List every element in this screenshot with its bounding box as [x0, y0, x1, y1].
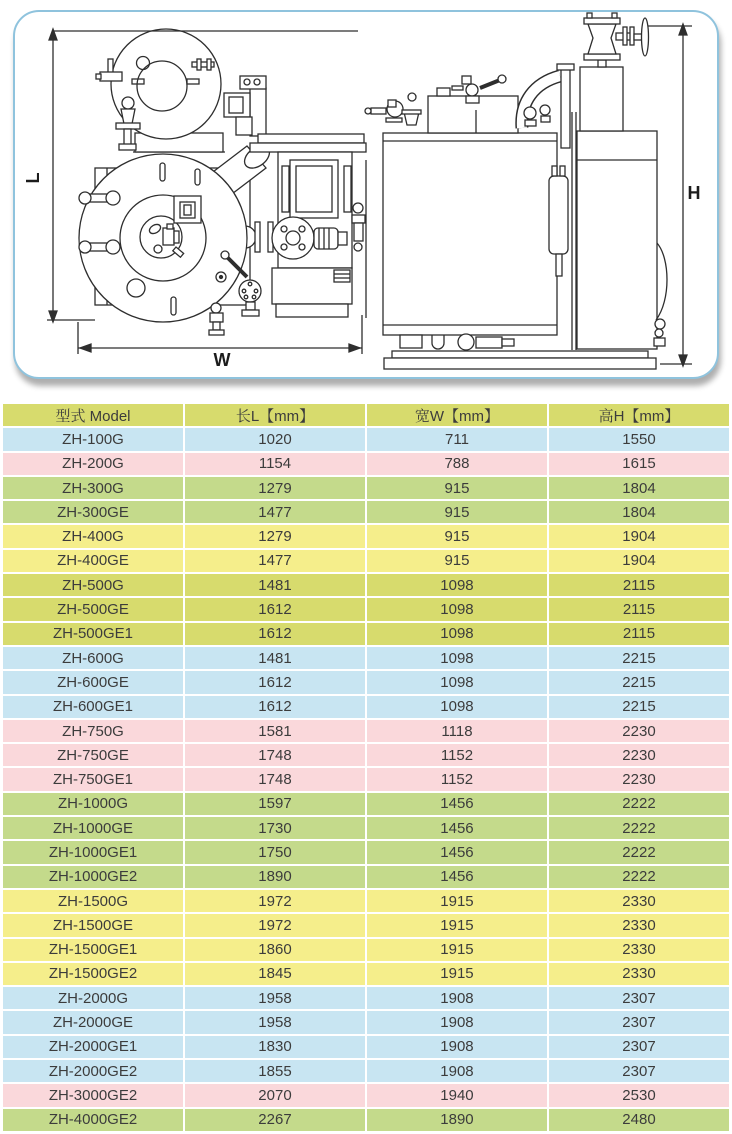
boiler-side-view-drawing	[365, 13, 667, 369]
model-cell: ZH-4000GE2	[3, 1108, 184, 1132]
width-cell: 1098	[366, 646, 548, 670]
spec-table	[3, 404, 729, 1133]
length-cell: 1597	[184, 792, 366, 816]
spec-row-zh-600g	[3, 646, 729, 670]
width-cell: 915	[366, 549, 548, 573]
length-cell: 1972	[184, 913, 366, 937]
model-cell: ZH-2000GE2	[3, 1059, 184, 1083]
model-cell: ZH-1000GE2	[3, 865, 184, 889]
height-cell: 2115	[548, 597, 729, 621]
model-cell: ZH-300GE	[3, 500, 184, 524]
dim-label-length: L	[23, 172, 43, 184]
model-cell: ZH-2000GE	[3, 1010, 184, 1034]
model-cell: ZH-1500GE1	[3, 938, 184, 962]
length-cell: 2267	[184, 1108, 366, 1132]
height-cell: 1904	[548, 524, 729, 548]
spec-row-zh-1500ge2	[3, 962, 729, 986]
width-cell: 1098	[366, 597, 548, 621]
height-cell: 2330	[548, 938, 729, 962]
length-cell: 1481	[184, 573, 366, 597]
column-header-height: 高H【mm】	[548, 404, 729, 427]
width-cell: 788	[366, 452, 548, 476]
model-cell: ZH-1500G	[3, 889, 184, 913]
length-cell: 1154	[184, 452, 366, 476]
width-cell: 1915	[366, 889, 548, 913]
height-cell: 2307	[548, 1035, 729, 1059]
spec-row-zh-2000ge	[3, 1010, 729, 1034]
length-cell: 1481	[184, 646, 366, 670]
dim-label-height: H	[687, 183, 701, 203]
spec-row-zh-3000ge2	[3, 1083, 729, 1107]
height-cell: 2307	[548, 1010, 729, 1034]
width-cell: 1940	[366, 1083, 548, 1107]
height-cell: 2115	[548, 573, 729, 597]
width-cell: 1456	[366, 816, 548, 840]
spec-row-zh-750g	[3, 719, 729, 743]
length-cell: 1830	[184, 1035, 366, 1059]
spec-row-zh-600ge	[3, 670, 729, 694]
model-cell: ZH-500GE1	[3, 622, 184, 646]
width-cell: 1915	[366, 962, 548, 986]
spec-row-zh-750ge	[3, 743, 729, 767]
width-cell: 915	[366, 476, 548, 500]
model-cell: ZH-600GE	[3, 670, 184, 694]
spec-row-zh-500ge1	[3, 622, 729, 646]
length-cell: 1972	[184, 889, 366, 913]
length-cell: 1855	[184, 1059, 366, 1083]
spec-table-header-row	[3, 404, 729, 427]
model-cell: ZH-1000GE1	[3, 840, 184, 864]
model-cell: ZH-750G	[3, 719, 184, 743]
length-cell: 1845	[184, 962, 366, 986]
spec-row-zh-500g	[3, 573, 729, 597]
height-cell: 2330	[548, 913, 729, 937]
length-cell: 1612	[184, 622, 366, 646]
height-cell: 2230	[548, 767, 729, 791]
spec-row-zh-1500g	[3, 889, 729, 913]
spec-row-zh-300ge	[3, 500, 729, 524]
length-cell: 1477	[184, 549, 366, 573]
spec-row-zh-400ge	[3, 549, 729, 573]
model-cell: ZH-500GE	[3, 597, 184, 621]
length-cell: 2070	[184, 1083, 366, 1107]
width-cell: 1098	[366, 670, 548, 694]
spec-row-zh-200g	[3, 452, 729, 476]
height-cell: 1550	[548, 427, 729, 451]
height-cell: 2307	[548, 986, 729, 1010]
model-cell: ZH-750GE	[3, 743, 184, 767]
dim-label-width: W	[213, 350, 231, 370]
model-cell: ZH-500G	[3, 573, 184, 597]
height-cell: 1804	[548, 476, 729, 500]
length-cell: 1612	[184, 695, 366, 719]
width-cell: 1152	[366, 743, 548, 767]
width-cell: 1098	[366, 573, 548, 597]
height-cell: 2222	[548, 840, 729, 864]
spec-row-zh-1000g	[3, 792, 729, 816]
model-cell: ZH-3000GE2	[3, 1083, 184, 1107]
length-cell: 1581	[184, 719, 366, 743]
length-cell: 1860	[184, 938, 366, 962]
height-cell: 2307	[548, 1059, 729, 1083]
model-cell: ZH-2000G	[3, 986, 184, 1010]
height-cell: 2215	[548, 695, 729, 719]
height-cell: 2330	[548, 889, 729, 913]
height-cell: 2230	[548, 719, 729, 743]
width-cell: 1908	[366, 986, 548, 1010]
width-cell: 1152	[366, 767, 548, 791]
model-cell: ZH-1000G	[3, 792, 184, 816]
spec-row-zh-300g	[3, 476, 729, 500]
height-cell: 2215	[548, 670, 729, 694]
length-cell: 1279	[184, 524, 366, 548]
length-cell: 1958	[184, 986, 366, 1010]
width-cell: 711	[366, 427, 548, 451]
height-cell: 2222	[548, 816, 729, 840]
width-cell: 915	[366, 500, 548, 524]
length-cell: 1890	[184, 865, 366, 889]
spec-row-zh-750ge1	[3, 767, 729, 791]
length-cell: 1750	[184, 840, 366, 864]
height-cell: 2222	[548, 792, 729, 816]
height-cell: 2215	[548, 646, 729, 670]
height-cell: 2480	[548, 1108, 729, 1132]
height-cell: 1615	[548, 452, 729, 476]
length-cell: 1020	[184, 427, 366, 451]
spec-row-zh-500ge	[3, 597, 729, 621]
length-cell: 1612	[184, 670, 366, 694]
width-cell: 1456	[366, 792, 548, 816]
width-cell: 1908	[366, 1059, 548, 1083]
model-cell: ZH-400GE	[3, 549, 184, 573]
height-cell: 2115	[548, 622, 729, 646]
column-header-length: 长L【mm】	[184, 404, 366, 427]
width-cell: 1908	[366, 1010, 548, 1034]
model-cell: ZH-1000GE	[3, 816, 184, 840]
model-cell: ZH-600G	[3, 646, 184, 670]
column-header-width: 宽W【mm】	[366, 404, 548, 427]
model-cell: ZH-400G	[3, 524, 184, 548]
width-cell: 1098	[366, 695, 548, 719]
spec-row-zh-2000ge1	[3, 1035, 729, 1059]
width-cell: 1118	[366, 719, 548, 743]
width-cell: 1915	[366, 913, 548, 937]
spec-row-zh-600ge1	[3, 695, 729, 719]
length-cell: 1748	[184, 767, 366, 791]
height-cell: 1804	[548, 500, 729, 524]
spec-row-zh-100g	[3, 427, 729, 451]
length-cell: 1748	[184, 743, 366, 767]
height-cell: 2530	[548, 1083, 729, 1107]
model-cell: ZH-1500GE	[3, 913, 184, 937]
spec-row-zh-1000ge2	[3, 865, 729, 889]
model-cell: ZH-1500GE2	[3, 962, 184, 986]
width-cell: 915	[366, 524, 548, 548]
height-cell: 1904	[548, 549, 729, 573]
length-cell: 1612	[184, 597, 366, 621]
height-cell: 2222	[548, 865, 729, 889]
boiler-top-view-drawing	[79, 29, 366, 335]
width-cell: 1890	[366, 1108, 548, 1132]
model-cell: ZH-300G	[3, 476, 184, 500]
model-cell: ZH-750GE1	[3, 767, 184, 791]
column-header-model: 型式 Model	[3, 404, 184, 427]
spec-row-zh-2000g	[3, 986, 729, 1010]
spec-row-zh-2000ge2	[3, 1059, 729, 1083]
spec-row-zh-4000ge2	[3, 1108, 729, 1132]
model-cell: ZH-200G	[3, 452, 184, 476]
height-cell: 2230	[548, 743, 729, 767]
width-cell: 1098	[366, 622, 548, 646]
height-cell: 2330	[548, 962, 729, 986]
length-cell: 1730	[184, 816, 366, 840]
spec-row-zh-1500ge	[3, 913, 729, 937]
width-cell: 1908	[366, 1035, 548, 1059]
length-cell: 1477	[184, 500, 366, 524]
boiler-technical-drawing	[0, 0, 732, 392]
spec-row-zh-400g	[3, 524, 729, 548]
length-cell: 1958	[184, 1010, 366, 1034]
model-cell: ZH-2000GE1	[3, 1035, 184, 1059]
width-cell: 1915	[366, 938, 548, 962]
model-cell: ZH-100G	[3, 427, 184, 451]
spec-row-zh-1000ge	[3, 816, 729, 840]
width-cell: 1456	[366, 865, 548, 889]
width-cell: 1456	[366, 840, 548, 864]
spec-table-body	[3, 427, 729, 1132]
spec-row-zh-1000ge1	[3, 840, 729, 864]
model-cell: ZH-600GE1	[3, 695, 184, 719]
length-cell: 1279	[184, 476, 366, 500]
spec-row-zh-1500ge1	[3, 938, 729, 962]
